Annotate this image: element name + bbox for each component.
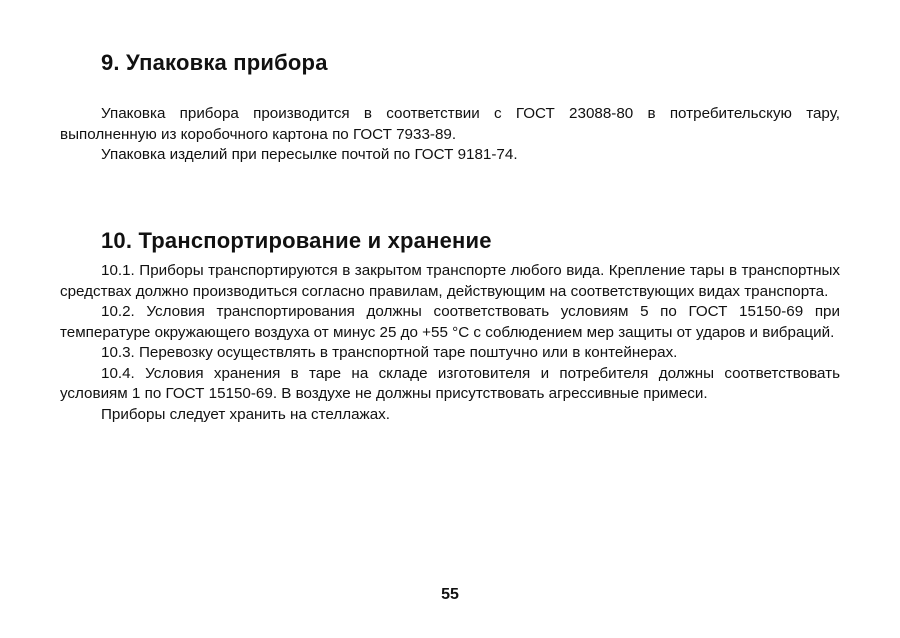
- section-10-paragraph-2: 10.2. Условия транспортирования должны соответствовать условиям 5 по ГОСТ 15150-69 при температуре окружающего воздуха от минус 25 до +55 °С с соблюдением мер защиты от ударов и вибраций.: [60, 303, 840, 341]
- section-10-paragraph-1: 10.1. Приборы транспортируются в закрытом транспорте любого вида. Крепление тары в транспортных средствах должно производиться согласно правилам, действующим на соответствующих видах транспорта.: [60, 262, 840, 300]
- section-10-paragraph-3: 10.3. Перевозку осуществлять в транспортной таре поштучно или в контейнерах.: [101, 344, 678, 361]
- page-number: 55: [441, 586, 459, 603]
- section-9-body: [60, 104, 840, 166]
- section-9-paragraph-2: Упаковка изделий при пересылке почтой по ГОСТ 9181-74.: [101, 146, 518, 163]
- section-10-paragraph-5: Приборы следует хранить на стеллажах.: [101, 405, 390, 423]
- section-10-paragraph-4: 10.4. Условия хранения в таре на складе изготовителя и потребителя должны соответствовать условиям 1 по ГОСТ 15150-69. В воздухе не должны присутствовать агрессивные примеси.: [60, 364, 840, 402]
- section-10-body: [60, 261, 840, 425]
- document-page: [60, 0, 840, 638]
- section-10-heading: 10. Транспортирование и хранение: [101, 228, 492, 253]
- section-9-paragraph-1: Упаковка прибора производится в соответствии с ГОСТ 23088-80 в потребительскую тару, выполненную из коробочного картона по ГОСТ 7933-89.: [60, 105, 840, 143]
- section-9-heading: 9. Упаковка прибора: [101, 50, 328, 75]
